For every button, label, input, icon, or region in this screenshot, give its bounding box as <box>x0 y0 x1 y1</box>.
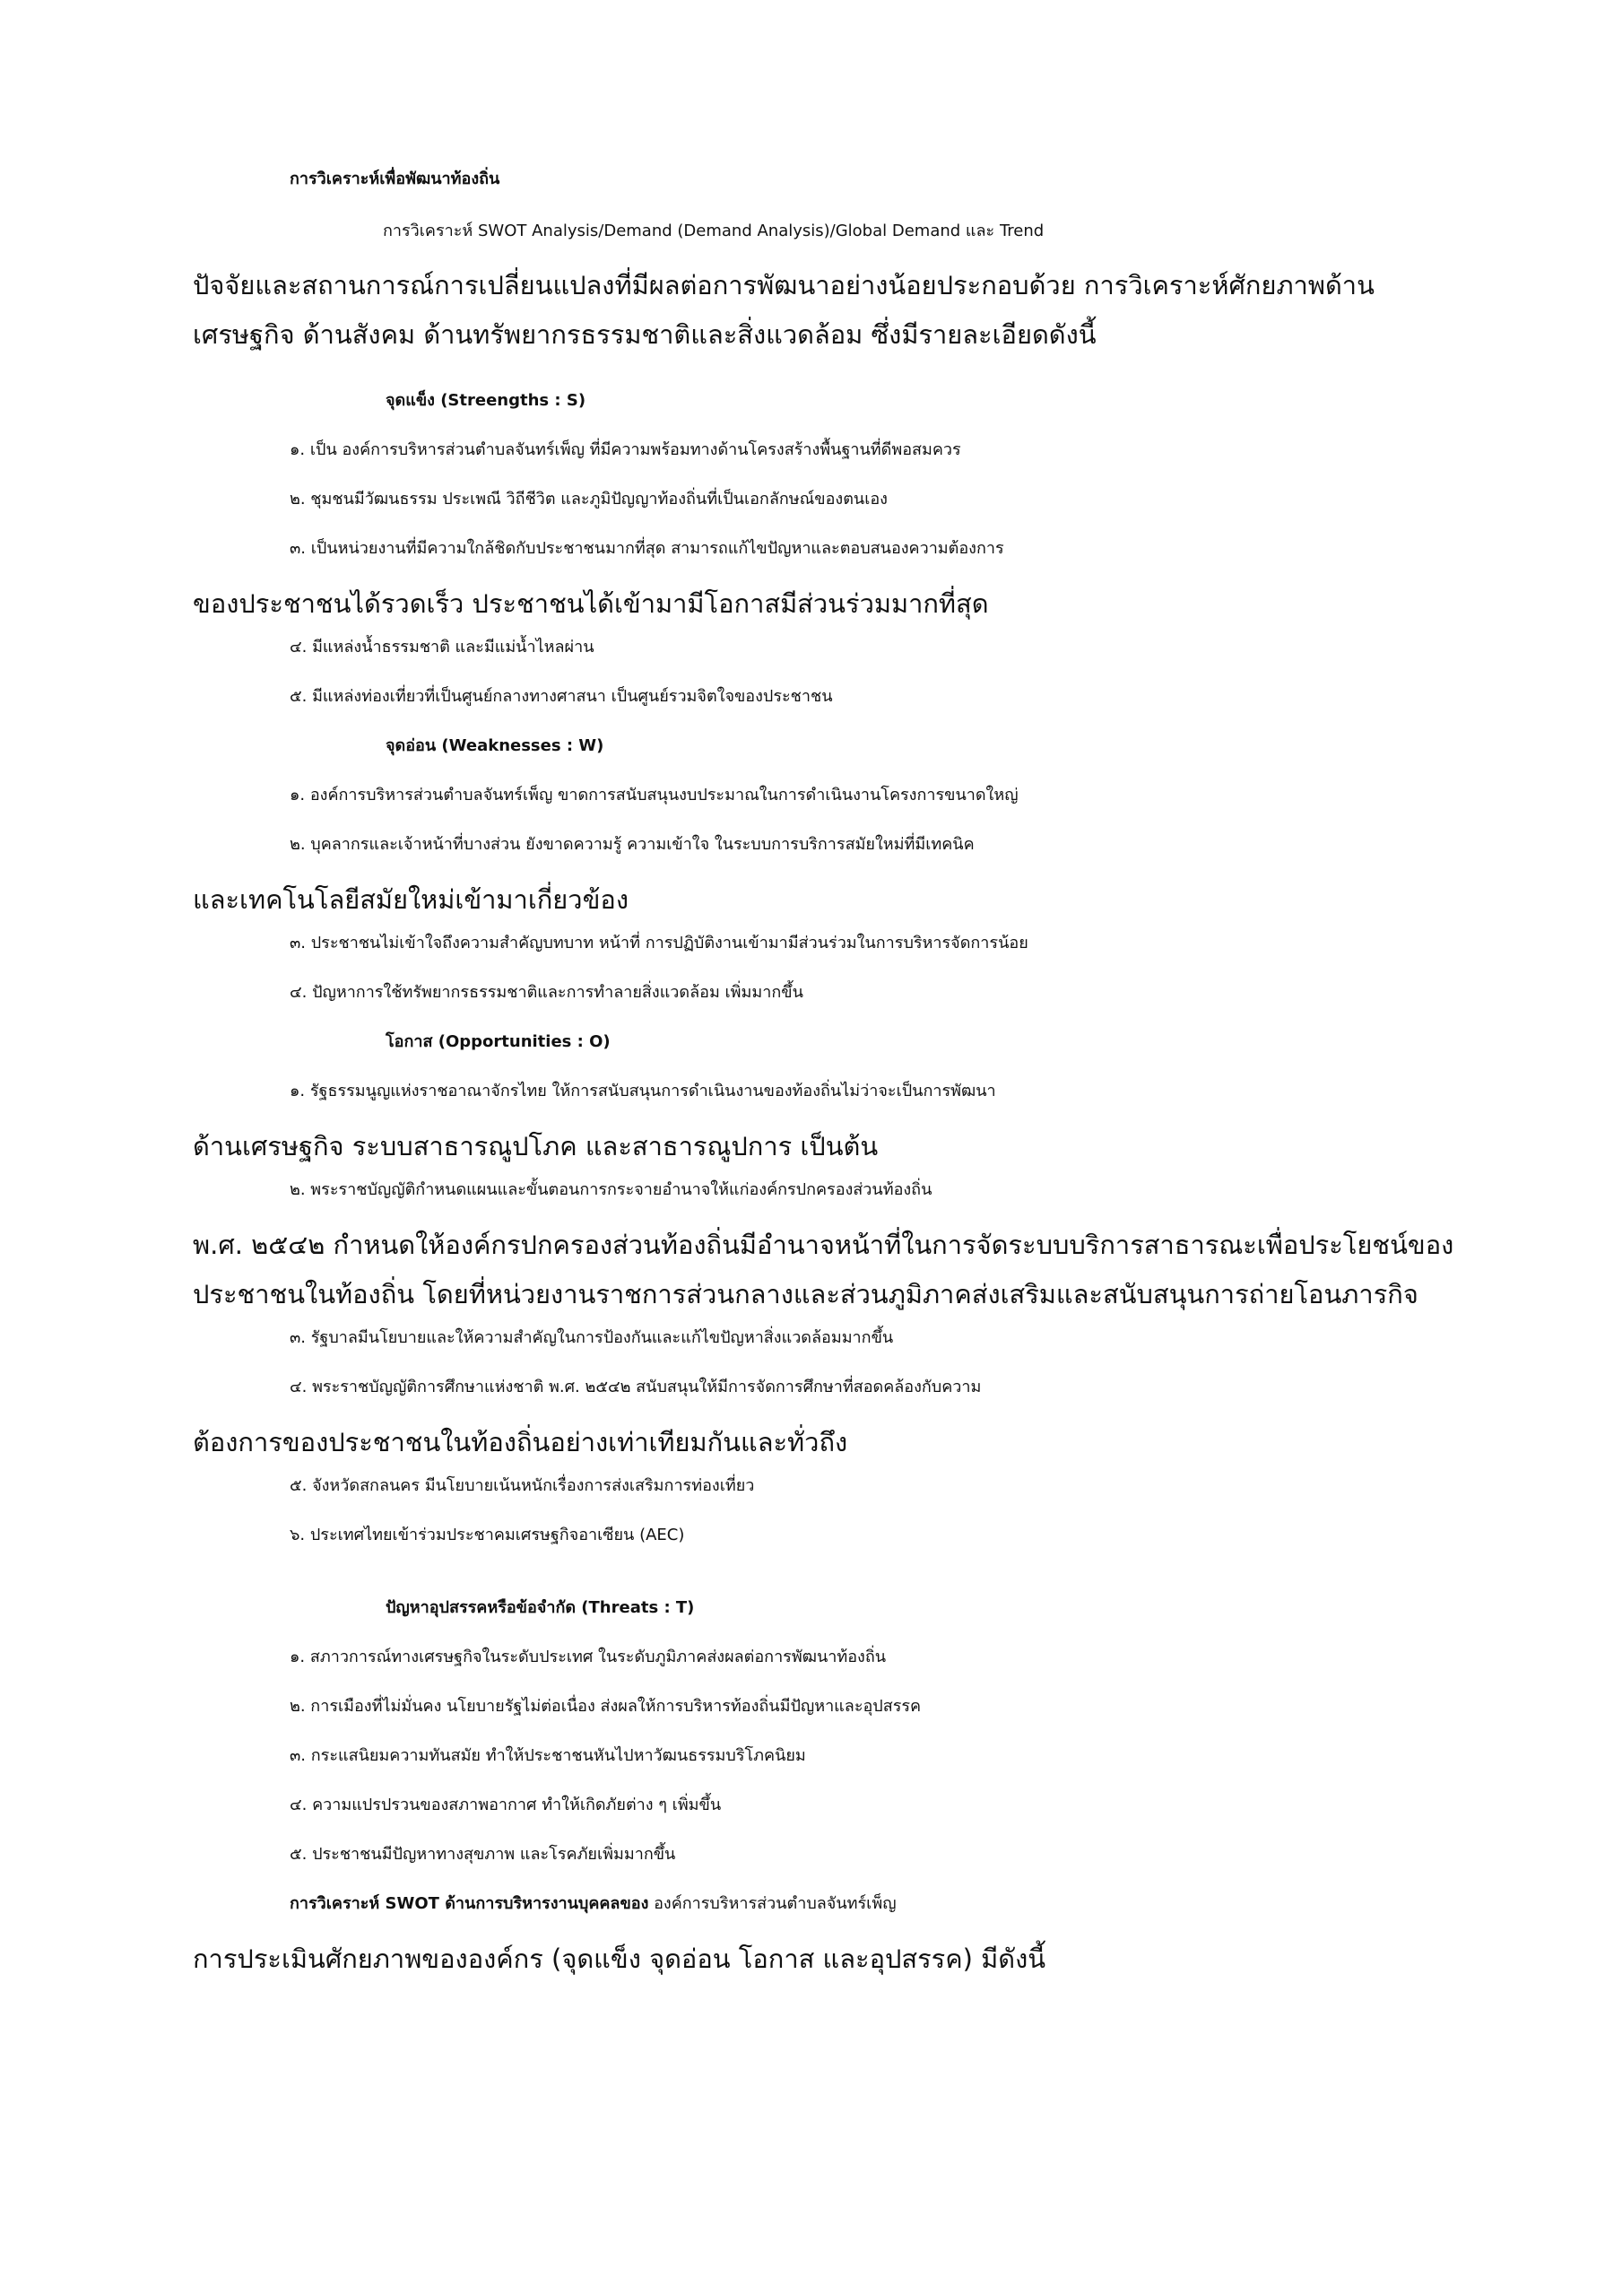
weakness-item-3: ๓. ประชาชนไม่เข้าใจถึงความสำคัญบทบาท หน้าที่ การปฏิบัติงานเข้ามามีส่วนร่วมในการบริหารจัดการน้อย <box>290 934 1028 952</box>
threat-item-2: ๒. การเมืองที่ไม่มั่นคง นโยบายรัฐไม่ต่อเนื่อง ส่งผลให้การบริหารท้องถิ่นมีปัญหาและอุปสรรค <box>290 1697 922 1716</box>
weakness-item-4: ๔. ปัญหาการใช้ทรัพยากรธรรมชาติและการทำลายสิ่งแวดล้อม เพิ่มมากขึ้น <box>290 983 803 1002</box>
strength-item-4: ๔. มีแหล่งน้ำธรรมชาติ และมีแม่น้ำไหลผ่าน <box>290 638 594 657</box>
intro-line-1: การวิเคราะห์ SWOT Analysis/Demand (Demand Analysis)/Global Demand และ Trend <box>383 222 1045 240</box>
threat-item-4: ๔. ความแปรปรวนของสภาพอากาศ ทำให้เกิดภัยต่าง ๆ เพิ่มขึ้น <box>290 1796 722 1814</box>
opportunity-item-3: ๓. รัฐบาลมีนโยบายและให้ความสำคัญในการป้องกันและแก้ไขปัญหาสิ่งแวดล้อมมากขึ้น <box>290 1328 894 1347</box>
closing-bold-text: การวิเคราะห์ SWOT ด้านการบริหารงานบุคคลของ <box>290 1894 649 1913</box>
opportunity-item-4-cont: ต้องการของประชาชนในท้องถิ่นอย่างเท่าเทียมกันและทั่วถึง <box>193 1427 848 1457</box>
opportunity-item-2-cont-1: พ.ศ. ๒๕๔๒ กำหนดให้องค์กรปกครองส่วนท้องถิ่นมีอำนาจหน้าที่ในการจัดระบบบริการสาธารณะเพื่อประโยชน์ของ <box>193 1230 1454 1260</box>
threat-item-5: ๕. ประชาชนมีปัญหาทางสุขภาพ และโรคภัยเพิ่มมากขึ้น <box>290 1845 676 1864</box>
threats-heading: ปัญหาอุปสรรคหรือข้อจำกัด (Threats : T) <box>386 1598 695 1617</box>
strength-item-3-cont: ของประชาชนได้รวดเร็ว ประชาชนได้เข้ามามีโอกาสมีส่วนร่วมมากที่สุด <box>193 588 989 619</box>
strength-item-2: ๒. ชุมชนมีวัฒนธรรม ประเพณี วิถีชีวิต และภูมิปัญญาท้องถิ่นที่เป็นเอกลักษณ์ของตนเอง <box>290 490 888 509</box>
weakness-item-1: ๑. องค์การบริหารส่วนตำบลจันทร์เพ็ญ ขาดการสนับสนุนงบประมาณในการดำเนินงานโครงการขนาดใหญ่ <box>290 786 1019 804</box>
opportunity-item-2: ๒. พระราชบัญญัติกำหนดแผนและขั้นตอนการกระจายอำนาจให้แก่องค์กรปกครองส่วนท้องถิ่น <box>290 1180 932 1199</box>
closing-line-2: การประเมินศักยภาพขององค์กร (จุดแข็ง จุดอ่อน โอกาส และอุปสรรค) มีดังนี้ <box>193 1944 1046 1974</box>
intro-line-3: เศรษฐกิจ ด้านสังคม ด้านทรัพยากรธรรมชาติและสิ่งแวดล้อม ซึ่งมีรายละเอียดดังนี้ <box>193 319 1097 350</box>
strengths-heading: จุดแข็ง (Streengths : S) <box>386 391 586 410</box>
opportunity-item-5: ๕. จังหวัดสกลนคร มีนโยบายเน้นหนักเรื่องการส่งเสริมการท่องเที่ยว <box>290 1476 755 1495</box>
weaknesses-heading: จุดอ่อน (Weaknesses : W) <box>386 736 604 755</box>
closing-org-text: องค์การบริหารส่วนตำบลจันทร์เพ็ญ <box>648 1894 897 1913</box>
opportunity-item-2-cont-2: ประชาชนในท้องถิ่น โดยที่หน่วยงานราชการส่วนกลางและส่วนภูมิภาคส่งเสริมและสนับสนุนการถ่ายโอนภารกิจ <box>193 1279 1418 1309</box>
strength-item-3: ๓. เป็นหน่วยงานที่มีความใกล้ชิดกับประชาชนมากที่สุด สามารถแก้ไขปัญหาและตอบสนองความต้องการ <box>290 539 1004 558</box>
page-title: การวิเคราะห์เพื่อพัฒนาท้องถิ่น <box>290 170 500 188</box>
closing-line-1 <box>290 1895 1599 1914</box>
opportunity-item-1-cont: ด้านเศรษฐกิจ ระบบสาธารณูปโภค และสาธารณูปการ เป็นต้น <box>193 1131 879 1161</box>
threat-item-1: ๑. สภาวการณ์ทางเศรษฐกิจในระดับประเทศ ในระดับภูมิภาคส่งผลต่อการพัฒนาท้องถิ่น <box>290 1648 887 1666</box>
strength-item-5: ๕. มีแหล่งท่องเที่ยวที่เป็นศูนย์กลางทางศาสนา เป็นศูนย์รวมจิตใจของประชาชน <box>290 687 833 706</box>
threat-item-3: ๓. กระแสนิยมความทันสมัย ทำให้ประชาชนหันไปหาวัฒนธรรมบริโภคนิยม <box>290 1746 806 1765</box>
strength-item-1: ๑. เป็น องค์การบริหารส่วนตำบลจันทร์เพ็ญ ที่มีความพร้อมทางด้านโครงสร้างพื้นฐานที่ดีพอสมควร <box>290 440 961 459</box>
intro-line-2: ปัจจัยและสถานการณ์การเปลี่ยนแปลงที่มีผลต่อการพัฒนาอย่างน้อยประกอบด้วย การวิเคราะห์ศักยภาพด้าน <box>193 270 1375 300</box>
weakness-item-2-cont: และเทคโนโลยีสมัยใหม่เข้ามาเกี่ยวข้อง <box>193 884 629 915</box>
opportunity-item-1: ๑. รัฐธรรมนูญแห่งราชอาณาจักรไทย ให้การสนับสนุนการดำเนินงานของท้องถิ่นไม่ว่าจะเป็นการพัฒนา <box>290 1082 996 1100</box>
weakness-item-2: ๒. บุคลากรและเจ้าหน้าที่บางส่วน ยังขาดความรู้ ความเข้าใจ ในระบบการบริการสมัยใหม่ที่มีเทคนิค <box>290 835 975 854</box>
opportunities-heading: โอกาส (Opportunities : O) <box>386 1032 611 1051</box>
opportunity-item-6: ๖. ประเทศไทยเข้าร่วมประชาคมเศรษฐกิจอาเซียน (AEC) <box>290 1526 685 1544</box>
opportunity-item-4: ๔. พระราชบัญญัติการศึกษาแห่งชาติ พ.ศ. ๒๕๔๒ สนับสนุนให้มีการจัดการศึกษาที่สอดคล้องกับความ <box>290 1378 982 1396</box>
